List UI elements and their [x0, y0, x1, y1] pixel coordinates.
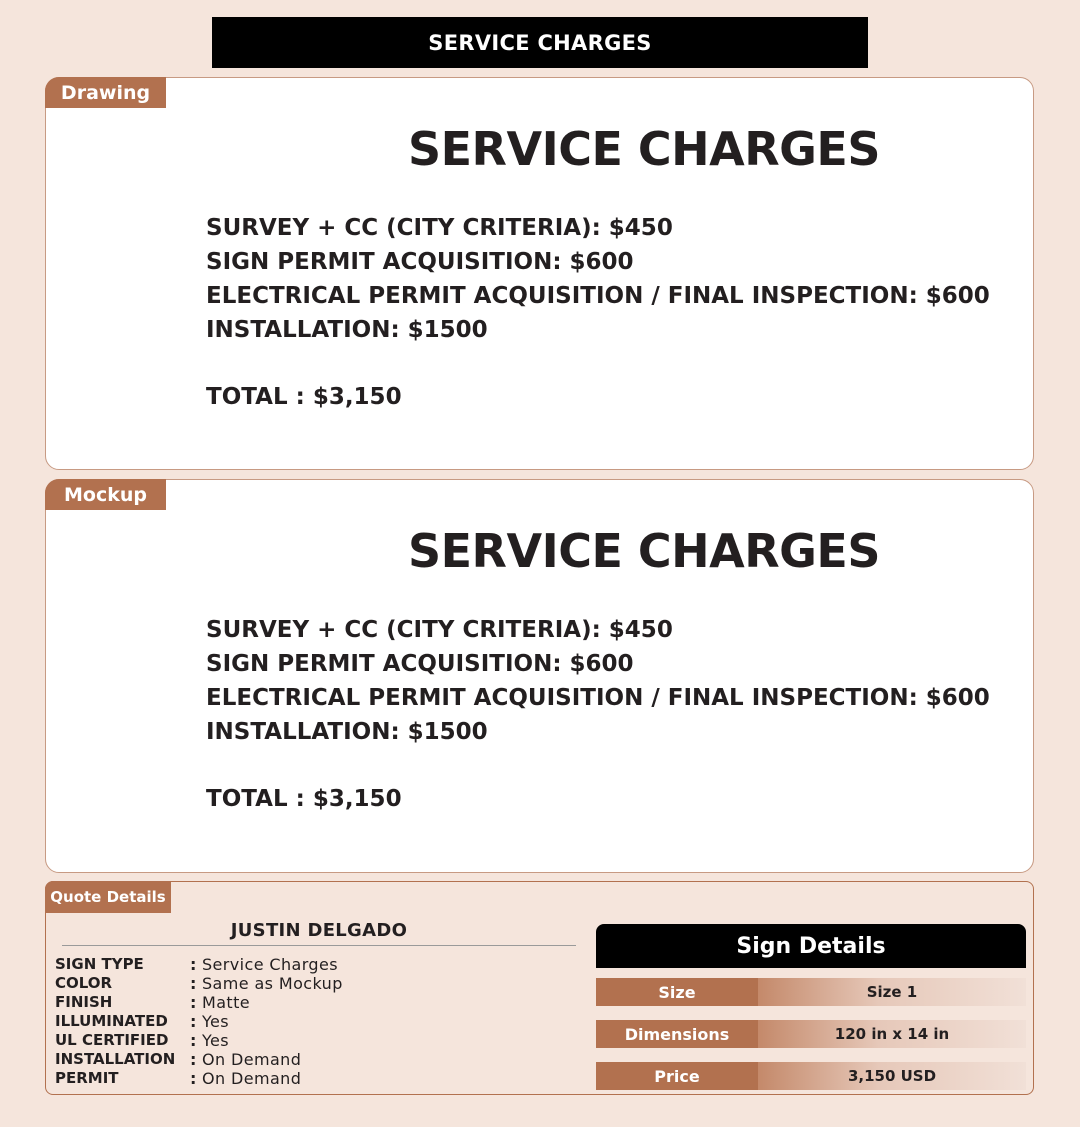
charge-line: INSTALLATION: $1500	[206, 317, 488, 343]
sign-row-dimensions	[596, 1020, 1026, 1048]
spec-label: FINISH	[55, 993, 113, 1011]
charge-line: SURVEY + CC (CITY CRITERIA): $450	[206, 215, 673, 241]
spec-row-installation	[55, 1050, 343, 1069]
drawing-title: SERVICE CHARGES	[408, 122, 880, 176]
mockup-panel	[45, 479, 1034, 873]
spec-value: Same as Mockup	[202, 974, 343, 993]
spec-colon: :	[190, 993, 197, 1012]
sign-row-value: Size 1	[758, 978, 1026, 1006]
spec-colon: :	[190, 1050, 197, 1069]
spec-row-finish	[55, 993, 343, 1012]
sign-row-label: Size	[596, 978, 758, 1006]
charge-line: SURVEY + CC (CITY CRITERIA): $450	[206, 617, 673, 643]
spec-value: Service Charges	[202, 955, 338, 974]
charge-line: INSTALLATION: $1500	[206, 719, 488, 745]
quote-details-panel	[45, 881, 1034, 1095]
spec-colon: :	[190, 1031, 197, 1050]
mockup-tab[interactable]: Mockup	[45, 479, 166, 510]
spec-row-illuminated	[55, 1012, 343, 1031]
spec-colon: :	[190, 1012, 197, 1031]
sign-row-price	[596, 1062, 1026, 1090]
charge-line: ELECTRICAL PERMIT ACQUISITION / FINAL INSPECTION: $600	[206, 283, 990, 309]
top-banner	[212, 17, 868, 68]
spec-value: Yes	[202, 1031, 230, 1050]
charge-total: TOTAL : $3,150	[206, 786, 402, 812]
mockup-title: SERVICE CHARGES	[408, 524, 880, 578]
top-banner-title: SERVICE CHARGES	[428, 30, 652, 55]
spec-row-permit	[55, 1069, 343, 1088]
spec-colon: :	[190, 955, 197, 974]
spec-value: Yes	[202, 1012, 230, 1031]
mockup-charges-list	[206, 613, 990, 816]
spec-label: UL CERTIFIED	[55, 1031, 169, 1049]
quote-details-tab[interactable]: Quote Details	[45, 881, 171, 913]
drawing-tab[interactable]: Drawing	[45, 77, 166, 108]
sign-row-label: Price	[596, 1062, 758, 1090]
spec-label: ILLUMINATED	[55, 1012, 168, 1030]
drawing-panel	[45, 77, 1034, 470]
charge-line: SIGN PERMIT ACQUISITION: $600	[206, 249, 634, 275]
customer-name: JUSTIN DELGADO	[62, 920, 576, 946]
spec-row-ul-certified	[55, 1031, 343, 1050]
charge-line: ELECTRICAL PERMIT ACQUISITION / FINAL INSPECTION: $600	[206, 685, 990, 711]
sign-details-header: Sign Details	[596, 924, 1026, 968]
spec-row-sign-type	[55, 955, 343, 974]
spec-label: PERMIT	[55, 1069, 119, 1087]
spec-colon: :	[190, 974, 197, 993]
sign-row-value: 120 in x 14 in	[758, 1020, 1026, 1048]
spec-label: COLOR	[55, 974, 113, 992]
spec-label: SIGN TYPE	[55, 955, 144, 973]
spec-label: INSTALLATION	[55, 1050, 176, 1068]
charge-line: SIGN PERMIT ACQUISITION: $600	[206, 651, 634, 677]
drawing-charges-list	[206, 211, 990, 414]
spec-colon: :	[190, 1069, 197, 1088]
spec-value: On Demand	[202, 1050, 302, 1069]
sign-row-value: 3,150 USD	[758, 1062, 1026, 1090]
spec-row-color	[55, 974, 343, 993]
charge-total: TOTAL : $3,150	[206, 384, 402, 410]
spec-value: Matte	[202, 993, 250, 1012]
sign-row-label: Dimensions	[596, 1020, 758, 1048]
spec-value: On Demand	[202, 1069, 302, 1088]
spec-list	[55, 955, 343, 1088]
sign-row-size	[596, 978, 1026, 1006]
